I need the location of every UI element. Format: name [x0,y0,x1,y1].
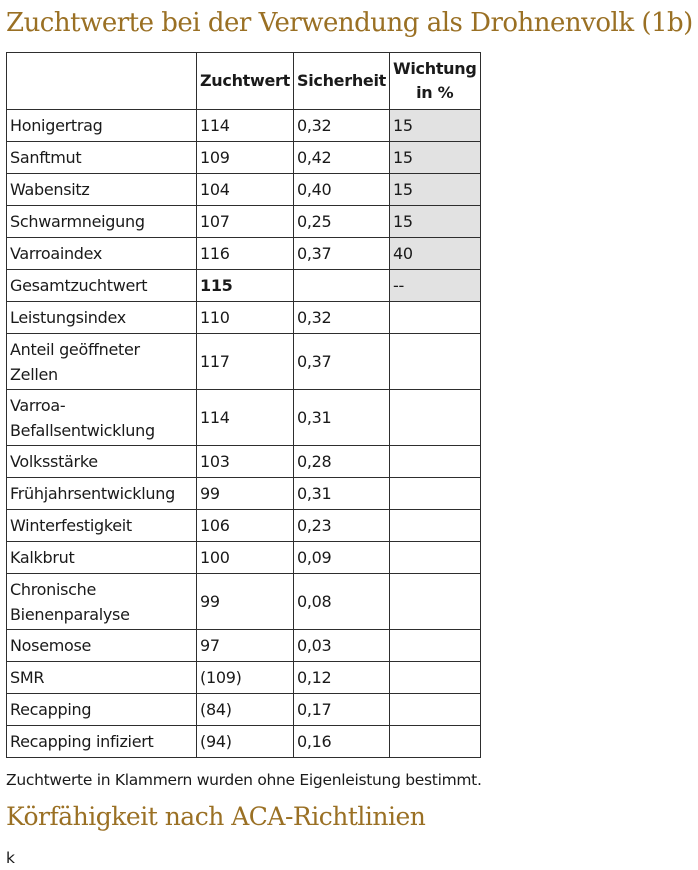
trait-cell: Honigertrag [7,110,197,142]
weight-cell [390,574,481,630]
breeding-value-cell: 99 [197,574,294,630]
weight-cell [390,446,481,478]
reliability-cell: 0,37 [294,334,390,390]
trait-cell: Nosemose [7,630,197,662]
table-row [7,694,481,726]
reliability-cell: 0,12 [294,662,390,694]
reliability-cell: 0,37 [294,238,390,270]
weight-cell: 15 [390,110,481,142]
reliability-cell: 0,31 [294,390,390,446]
table-row [7,542,481,574]
table-footnote: Zuchtwerte in Klammern wurden ohne Eigenleistung bestimmt. [6,771,482,789]
weight-cell: -- [390,270,481,302]
breeding-value-cell: 97 [197,630,294,662]
breeding-value-cell: (84) [197,694,294,726]
table-row [7,206,481,238]
header-weight [390,53,481,110]
breeding-value-cell: 116 [197,238,294,270]
weight-cell [390,510,481,542]
header-reliability: Sicherheit [294,53,390,110]
table-row [7,662,481,694]
table-row [7,142,481,174]
trait-cell: Leistungsindex [7,302,197,334]
trait-cell: Recapping [7,694,197,726]
breeding-values-table [6,52,481,758]
weight-cell [390,662,481,694]
breeding-value-cell: 99 [197,478,294,510]
table-row-total [7,270,481,302]
weight-cell [390,478,481,510]
trait-cell: Volksstärke [7,446,197,478]
trait-cell: Recapping infiziert [7,726,197,758]
trait-cell: Kalkbrut [7,542,197,574]
weight-cell: 40 [390,238,481,270]
header-weight-line2: in % [416,83,454,102]
breeding-value-cell: 110 [197,302,294,334]
table-row [7,574,481,630]
table-row [7,390,481,446]
reliability-cell: 0,31 [294,478,390,510]
reliability-cell [294,270,390,302]
trait-cell: Gesamtzuchtwert [7,270,197,302]
trait-cell [7,390,197,446]
table-row [7,238,481,270]
breeding-value-cell: (94) [197,726,294,758]
section-title-licensing: Körfähigkeit nach ACA-Richtlinien [6,802,426,831]
breeding-value-cell: 109 [197,142,294,174]
weight-cell [390,390,481,446]
trait-cell: SMR [7,662,197,694]
header-trait [7,53,197,110]
section-title-breeding-values: Zuchtwerte bei der Verwendung als Drohnenvolk (1b) [6,8,693,38]
weight-cell: 15 [390,174,481,206]
trait-cell: Varroaindex [7,238,197,270]
weight-cell: 15 [390,142,481,174]
trait-cell: Frühjahrsentwicklung [7,478,197,510]
table-row [7,302,481,334]
weight-cell [390,694,481,726]
reliability-cell: 0,08 [294,574,390,630]
trait-cell [7,574,197,630]
reliability-cell: 0,23 [294,510,390,542]
reliability-cell: 0,16 [294,726,390,758]
table-row [7,334,481,390]
total-breeding-value-cell: 115 [197,270,294,302]
reliability-cell: 0,17 [294,694,390,726]
breeding-value-cell: 106 [197,510,294,542]
weight-cell [390,630,481,662]
trait-line1: Varroa- [10,395,66,415]
breeding-value-cell: 104 [197,174,294,206]
weight-cell [390,542,481,574]
breeding-value-cell: 114 [197,110,294,142]
reliability-cell: 0,32 [294,110,390,142]
trait-cell: Schwarmneigung [7,206,197,238]
trait-cell: Sanftmut [7,142,197,174]
reliability-cell: 0,42 [294,142,390,174]
breeding-value-cell: 117 [197,334,294,390]
breeding-value-cell: (109) [197,662,294,694]
trait-line1: Anteil geöffneter [10,339,140,359]
table-row [7,174,481,206]
trait-cell [7,334,197,390]
table-row [7,446,481,478]
reliability-cell: 0,28 [294,446,390,478]
reliability-cell: 0,09 [294,542,390,574]
weight-cell [390,726,481,758]
header-breeding-value: Zuchtwert [197,53,294,110]
table-header-row [7,53,481,110]
trait-line2: Befallsentwicklung [10,420,155,440]
breeding-value-cell: 100 [197,542,294,574]
reliability-cell: 0,40 [294,174,390,206]
reliability-cell: 0,32 [294,302,390,334]
table-row [7,110,481,142]
table-row [7,726,481,758]
header-weight-line1: Wichtung [393,59,477,78]
weight-cell [390,334,481,390]
breeding-value-cell: 114 [197,390,294,446]
reliability-cell: 0,03 [294,630,390,662]
trait-line2: Bienenparalyse [10,604,130,624]
cutoff-text: k [6,849,15,867]
trait-cell: Winterfestigkeit [7,510,197,542]
table-row [7,630,481,662]
trait-line1: Chronische [10,579,97,599]
weight-cell: 15 [390,206,481,238]
breeding-value-cell: 103 [197,446,294,478]
table-row [7,478,481,510]
breeding-value-cell: 107 [197,206,294,238]
trait-cell: Wabensitz [7,174,197,206]
trait-line2: Zellen [10,364,58,384]
table-row [7,510,481,542]
weight-cell [390,302,481,334]
reliability-cell: 0,25 [294,206,390,238]
